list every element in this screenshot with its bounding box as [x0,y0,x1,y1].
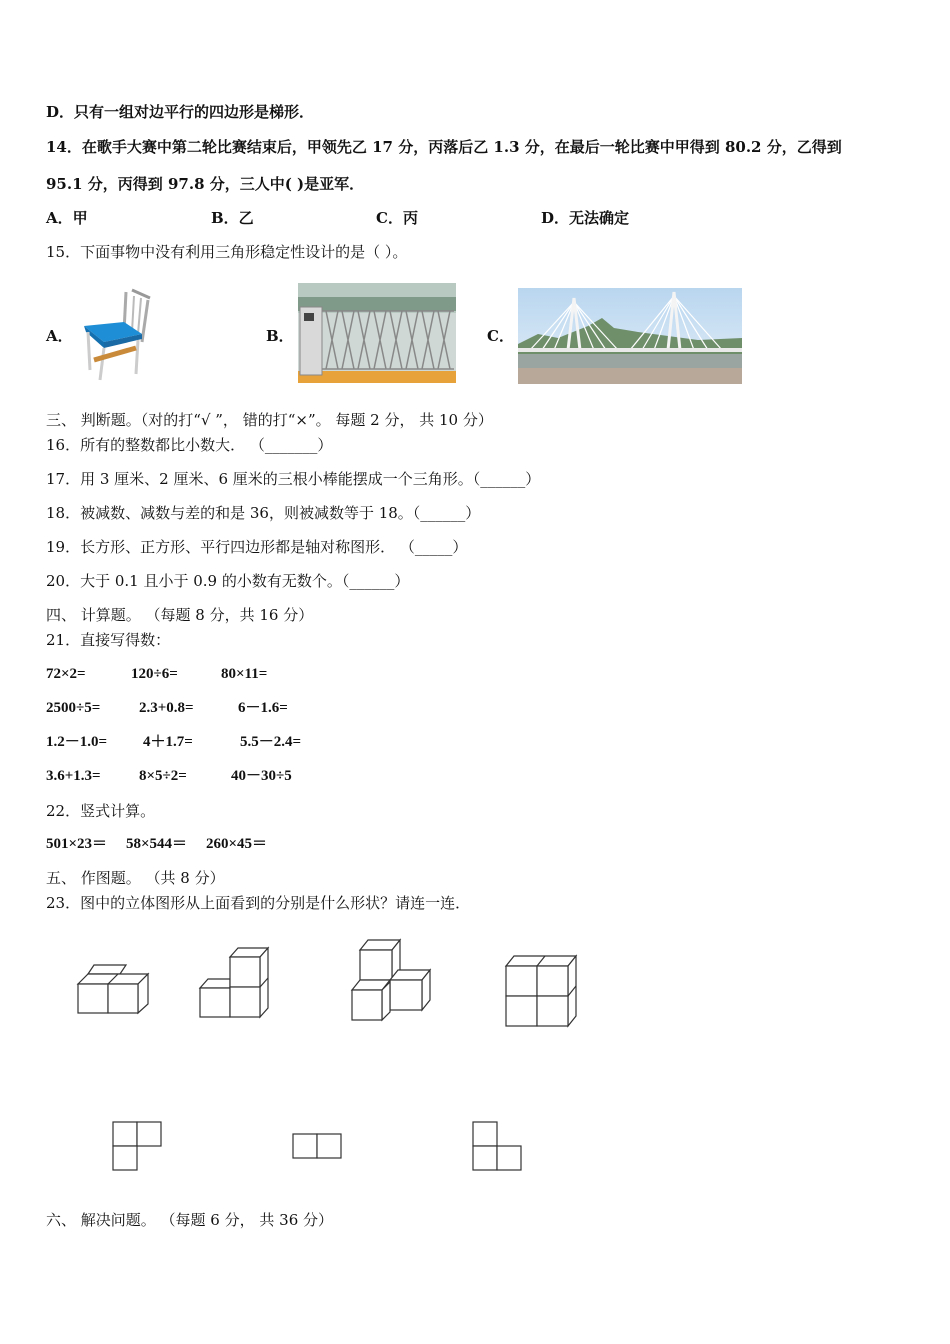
solid-figure-2 [198,946,272,1020]
q15-label-b: B． [266,327,294,345]
solid-figure-4 [504,954,580,1028]
solid-figure-3 [350,938,434,1024]
q15-text: 15．下面事物中没有利用三角形稳定性设计的是（ ）。 [46,243,408,261]
q14-option-d: D．无法确定 [541,209,630,227]
q20-text: 20．大于 0.1 且小于 0.9 的小数有无数个。（______） [46,572,410,590]
section6-title: 六、 解决问题。 （每题 6 分， 共 36 分） [46,1211,334,1229]
chair-image [80,282,155,382]
calc-item: 40－30÷5 [231,768,292,784]
calc-item: 8×5÷2= [139,768,187,784]
q19-text: 19．长方形、正方形、平行四边形都是轴对称图形． （_____） [46,538,468,556]
section5-title: 五、 作图题。 （共 8 分） [46,869,225,887]
q14-text-line1: 14．在歌手大赛中第二轮比赛结束后，甲领先乙 17 分，丙落后乙 1.3 分，在最后一轮比赛中甲得到 80.2 分，乙得到 [46,138,842,156]
q13-option-d: D．只有一组对边平行的四边形是梯形． [46,103,315,121]
q14-text-line2: 95.1 分，丙得到 97.8 分，三人中( )是亚军． [46,175,365,193]
q15-label-c: C． [487,327,514,345]
calc-item: 2500÷5= [46,700,101,716]
calc-item: 3.6+1.3= [46,768,101,784]
top-view-2 [292,1133,342,1159]
q16-text: 16．所有的整数都比小数大． （_______） [46,436,333,454]
section3-title: 三、 判断题。（对的打“√ ”， 错的打“×”。 每题 2 分， 共 10 分） [46,411,493,429]
q14-option-a: A．甲 [46,209,88,227]
top-view-3 [472,1121,522,1171]
q15-label-a: A． [46,327,73,345]
vertical-calc-item: 260×45＝ [206,836,268,852]
q22-text: 22．竖式计算。 [46,802,156,820]
calc-item: 120÷6= [131,666,178,682]
calc-item: 80×11= [221,666,268,682]
q17-text: 17．用 3 厘米、2 厘米、6 厘米的三根小棒能摆成一个三角形。（______） [46,470,541,488]
top-view-1 [112,1121,162,1171]
q18-text: 18．被减数、减数与差的和是 36，则被减数等于 18。（______） [46,504,481,522]
calc-item: 72×2= [46,666,86,682]
calc-item: 5.5－2.4= [240,734,302,750]
vertical-calc-item: 58×544＝ [126,836,188,852]
calc-item: 6－1.6= [238,700,288,716]
q23-text: 23．图中的立体图形从上面看到的分别是什么形状？请连一连． [46,894,471,912]
cable-stayed-bridge-image [518,288,742,384]
calc-item: 1.2－1.0= [46,734,108,750]
q21-text: 21．直接写得数： [46,631,171,649]
vertical-calc-item: 501×23＝ [46,836,108,852]
calc-item: 4＋1.7= [143,734,193,750]
solid-figure-1 [76,962,152,1016]
section4-title: 四、 计算题。 （每题 8 分，共 16 分） [46,606,314,624]
calc-item: 2.3+0.8= [139,700,194,716]
q14-option-c: C．丙 [376,209,418,227]
retractable-gate-image [298,283,456,383]
q14-option-b: B．乙 [211,209,254,227]
